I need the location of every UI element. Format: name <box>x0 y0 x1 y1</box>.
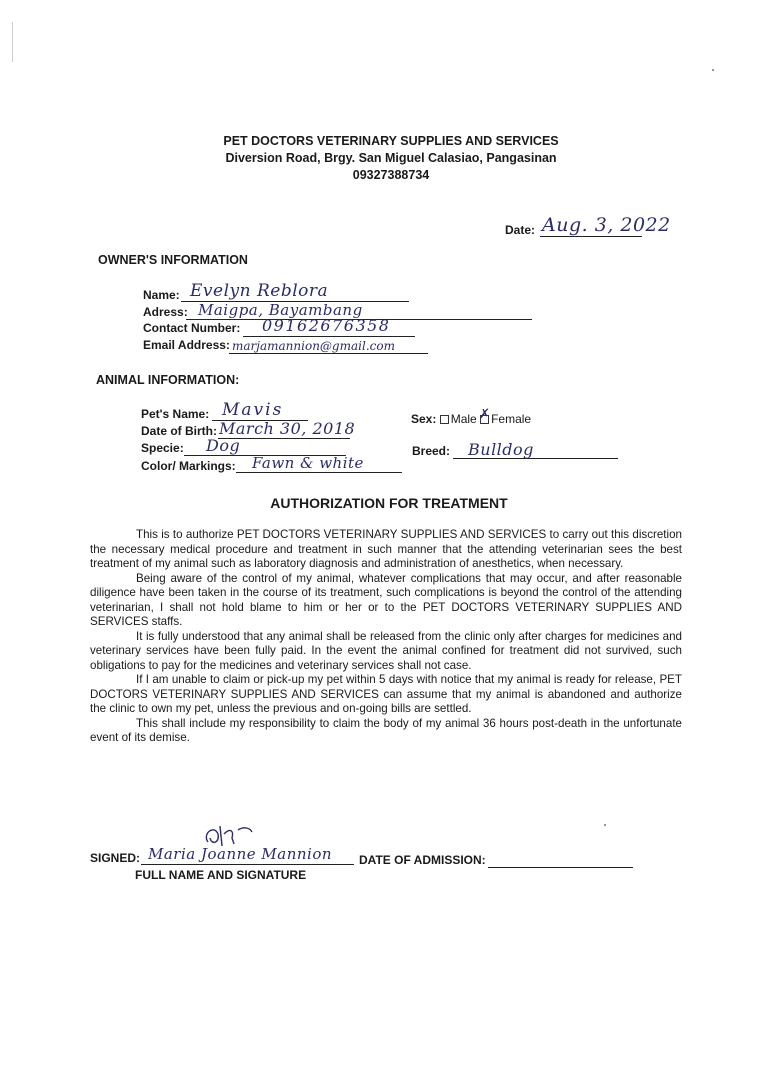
email-line <box>229 353 428 354</box>
contact-number-label: Contact Number: <box>143 321 241 335</box>
email-value[interactable]: marjamannion@gmail.com <box>232 339 395 353</box>
authorization-paragraph: If I am unable to claim or pick-up my pet within 5 days with notice that my animal is ready for release, PET DOCTORS VETERINARY SUPPLIES AND SERVICES can assume that my animal is abandoned and authorize the clinic to own my pet, unless the previous and on-going bills are settled. <box>90 673 682 715</box>
breed-label: Breed: <box>412 444 451 458</box>
sex-female-label: Female <box>491 412 532 426</box>
sex-label: Sex: <box>411 412 437 426</box>
owner-address-label: Adress: <box>143 305 188 319</box>
owner-section-heading: OWNER'S INFORMATION <box>98 253 248 267</box>
authorization-body <box>90 528 682 746</box>
date-value[interactable]: Aug. 3, 2022 <box>542 214 671 236</box>
authorization-paragraph: This is to authorize PET DOCTORS VETERINARY SUPPLIES AND SERVICES to carry out this discretion the necessary medical procedure and treatment in such manner that the attending veterinarian sees the best treatment of my animal such as laboratory diagnosis and administration of anesthetics, when necessary. <box>90 528 682 570</box>
breed-value[interactable]: Bulldog <box>468 440 534 459</box>
owner-address-value[interactable]: Maigpa, Bayambang <box>198 301 363 319</box>
sex-female-checkbox[interactable] <box>479 407 490 424</box>
signed-name-value[interactable]: Maria Joanne Mannion <box>148 845 333 863</box>
authorization-paragraph: It is fully understood that any animal shall be released from the clinic only after charges for medicines and veterinary services have been fully paid. In the event the animal confined for treatment did not survived, such obligations to pay for the medicines and veterinary services shall not case. <box>90 629 682 672</box>
pet-name-value[interactable]: Mavis <box>222 400 284 420</box>
full-name-signature-label: FULL NAME AND SIGNATURE <box>135 868 307 882</box>
admission-date-label: DATE OF ADMISSION: <box>359 853 486 867</box>
dob-value[interactable]: March 30, 2018 <box>219 419 356 438</box>
specie-value[interactable]: Dog <box>206 436 241 455</box>
admission-date-line[interactable] <box>488 867 633 868</box>
color-markings-line <box>236 472 402 473</box>
authorization-paragraph: This shall include my responsibility to claim the body of my animal 36 hours post-death in the unfortunate event of its demise. <box>90 716 682 744</box>
date-line <box>540 236 642 237</box>
contact-number-value[interactable]: 09162676358 <box>262 316 391 335</box>
signature-scribble <box>200 816 260 856</box>
specie-label: Specie: <box>141 441 184 455</box>
sex-male-checkbox[interactable] <box>440 415 449 424</box>
email-label: Email Address: <box>143 338 230 352</box>
authorization-title: AUTHORIZATION FOR TREATMENT <box>270 495 508 511</box>
animal-section-heading: ANIMAL INFORMATION: <box>96 373 240 387</box>
scan-margin-mark <box>12 22 13 62</box>
date-label: Date: <box>505 223 536 237</box>
clinic-phone: 09327388734 <box>352 168 430 182</box>
clinic-address: Diversion Road, Brgy. San Miguel Calasiao, Pangasinan <box>225 151 557 165</box>
clinic-name: PET DOCTORS VETERINARY SUPPLIES AND SERVICES <box>223 134 559 148</box>
sex-male-label: Male <box>450 412 477 426</box>
color-markings-label: Color/ Markings: <box>141 459 236 473</box>
owner-name-value[interactable]: Evelyn Reblora <box>190 281 329 301</box>
owner-name-label: Name: <box>143 288 180 302</box>
female-check-mark: ✗ <box>479 407 490 423</box>
contact-number-line <box>243 336 415 337</box>
pet-name-label: Pet's Name: <box>141 407 210 421</box>
signature-line <box>141 864 354 865</box>
signed-label: SIGNED: <box>90 851 141 865</box>
color-markings-value[interactable]: Fawn & white <box>252 454 364 472</box>
authorization-paragraph: Being aware of the control of my animal, whatever complications that may occur, and after reasonable diligence have been taken in the course of its treatment, such complications is beyond the control of the attending veterinarian, I shall not hold blame to him or her or to the PET DOCTORS VETERINARY SUPPLIES AND SERVICES staffs. <box>90 571 682 628</box>
scan-speck <box>604 824 606 826</box>
dob-label: Date of Birth: <box>141 424 217 438</box>
scan-speck <box>712 69 714 71</box>
sex-field <box>411 407 532 426</box>
